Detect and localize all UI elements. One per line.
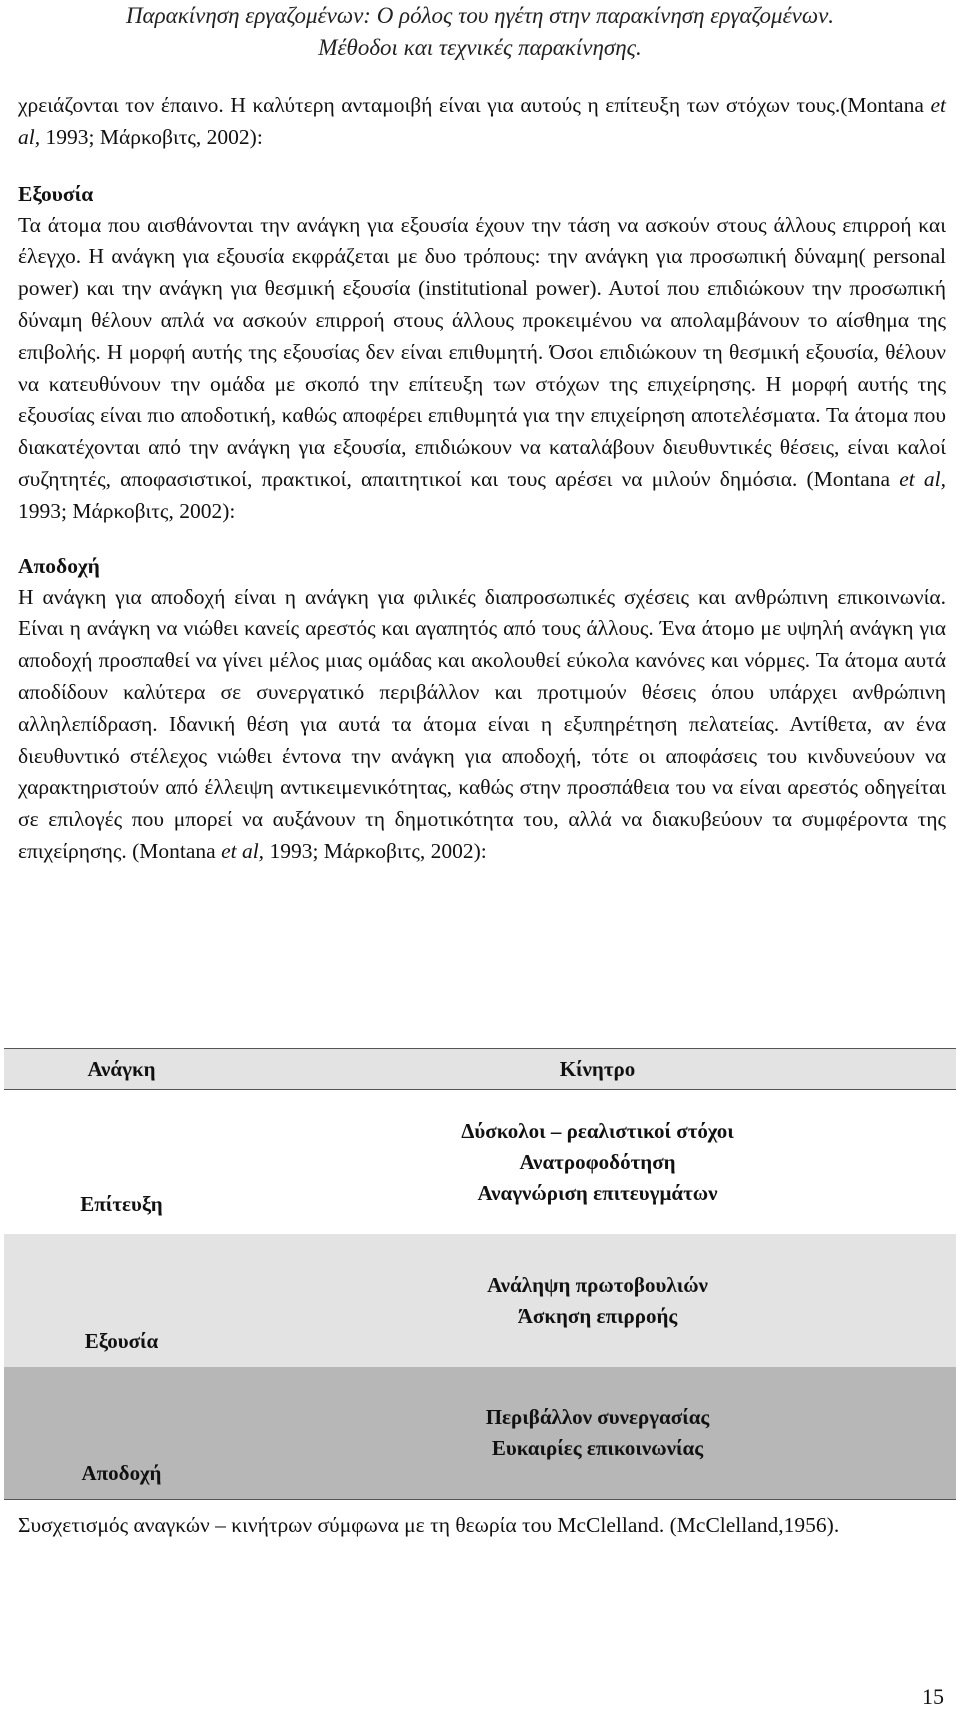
- caption-text: Συσχετισμός αναγκών – κινήτρων σύμφωνα με τη θεωρία του McClelland. (McClelland,1956).: [18, 1513, 840, 1537]
- power-paragraph: [18, 210, 946, 528]
- acceptance-cite-italic: et al,: [221, 838, 265, 863]
- motive-cell: [239, 1090, 956, 1235]
- need-cell: Αποδοχή: [4, 1367, 239, 1500]
- motive-line: Περιβάλλον συνεργασίας: [485, 1405, 710, 1429]
- motive-line: Άσκηση επιρροής: [517, 1303, 678, 1328]
- page-header: [0, 0, 960, 64]
- table-caption: [18, 1510, 946, 1542]
- header-motive: Κίνητρο: [239, 1049, 956, 1090]
- table-row: [4, 1234, 956, 1367]
- intro-paragraph: [18, 90, 946, 154]
- header-line-2: Μέθοδοι και τεχνικές παρακίνησης.: [318, 35, 642, 60]
- header-line-1: Παρακίνηση εργαζομένων: Ο ρόλος του ηγέτη στην παρακίνηση εργαζομένων.: [125, 3, 835, 28]
- header-need: Ανάγκη: [4, 1049, 239, 1090]
- acceptance-paragraph: [18, 582, 946, 868]
- acceptance-text: Η ανάγκη για αποδοχή είναι η ανάγκη για φιλικές διαπροσωπικές σχέσεις και ανθρώπινη επικοινωνία. Είναι η ανάγκη να νιώθει κανείς αρεστός και αγαπητός από τους άλλους. Ένα άτομο με υψηλή ανάγκη για αποδοχή προσπαθεί να γίνει μέλος μιας ομάδας και ακολουθεί εύκολα κανόνες και νόρμες. Τα άτομα αυτά αποδίδουν καλύτερα σε συνεργατικό περιβάλλον και προτιμούν θέσεις όπου υπάρχει ανθρώπινη αλληλεπίδραση. Ιδανική θέση για αυτά τα άτομα είναι η εξυπηρέτηση πελατείας. Αντίθετα, αν ένα διευθυντικό στέλεχος νιώθει έντονα την ανάγκη για αποδοχή, τότε οι αποφάσεις του κινδυνεύουν να χαρακτηριστούν από έλλειψη αντικειμενικότητας, καθώς στην προσπάθεια του να είναι αρεστός οδηγείται σε επιλογές που μπορεί να αυξάνουν τη δημοτικότητα του, αλλά να διακυβεύουν τα συμφέροντα της επιχείρησης. (Montana: [18, 584, 946, 863]
- power-heading: Εξουσία: [18, 181, 94, 206]
- table-row: [4, 1090, 956, 1235]
- motive-line: Ανάληψη πρωτοβουλιών: [487, 1272, 708, 1297]
- motive-cell: [239, 1367, 956, 1500]
- need-cell: Επίτευξη: [4, 1090, 239, 1235]
- motive-cell: [239, 1234, 956, 1367]
- power-cite-rest: 1993; Μάρκοβιτς, 2002):: [18, 498, 236, 523]
- needs-motives-table: [4, 1048, 956, 1500]
- intro-cite-rest: 1993; Μάρκοβιτς, 2002):: [40, 124, 263, 149]
- page-number: 15: [922, 1684, 944, 1709]
- motive-line: Ευκαιρίες επικοινωνίας: [491, 1436, 704, 1460]
- power-cite-italic: et al,: [899, 466, 946, 491]
- acceptance-cite-rest: 1993; Μάρκοβιτς, 2002):: [264, 838, 487, 863]
- need-cell: Εξουσία: [4, 1234, 239, 1367]
- table-header-row: [4, 1049, 956, 1090]
- intro-cite-italic: et al,: [18, 93, 946, 149]
- intro-text: χρειάζονται τον έπαινο. Η καλύτερη ανταμοιβή είναι για αυτούς η επίτευξη των στόχων τους.(Montana: [18, 93, 931, 117]
- motive-line: Δύσκολοι – ρεαλιστικοί στόχοι: [461, 1118, 734, 1143]
- acceptance-heading: Αποδοχή: [18, 553, 100, 578]
- body-text: [18, 90, 946, 868]
- motive-line: Αναγνώριση επιτευγμάτων: [477, 1180, 718, 1205]
- table-row: [4, 1367, 956, 1500]
- motive-line: Ανατροφοδότηση: [519, 1149, 676, 1174]
- power-text: Τα άτομα που αισθάνονται την ανάγκη για εξουσία έχουν την τάση να ασκούν στους άλλους επιρροή και έλεγχο. Η ανάγκη για εξουσία εκφράζεται με δυο τρόπους: την ανάγκη για προσωπική δύναμη( personal power) και την ανάγκη για θεσμική εξουσία (institutional power). Αυτοί που επιδιώκουν την προσωπική δύναμη θέλουν απλά να ασκούν επιρροή στους άλλους προκειμένου να απολαμβάνουν το αίσθημα της επιβολής. Η μορφή αυτής της εξουσίας δεν είναι επιθυμητή. Όσοι επιδιώκουν τη θεσμική εξουσία, θέλουν να κατευθύνουν την ομάδα με σκοπό την επίτευξη των στόχων της επιχείρησης. Η μορφή αυτής της εξουσίας είναι πιο αποδοτική, καθώς αποφέρει επιθυμητά για την επιχείρηση αποτελέσματα. Τα άτομα που διακατέχονται από την ανάγκη για εξουσία, επιδιώκουν να καταλάβουν διευθυντικές θέσεις, είναι καλοί συζητητές, αποφασιστικοί, πρακτικοί, απαιτητικοί και τους αρέσει να μιλούν δημόσια. (Montana: [18, 212, 946, 491]
